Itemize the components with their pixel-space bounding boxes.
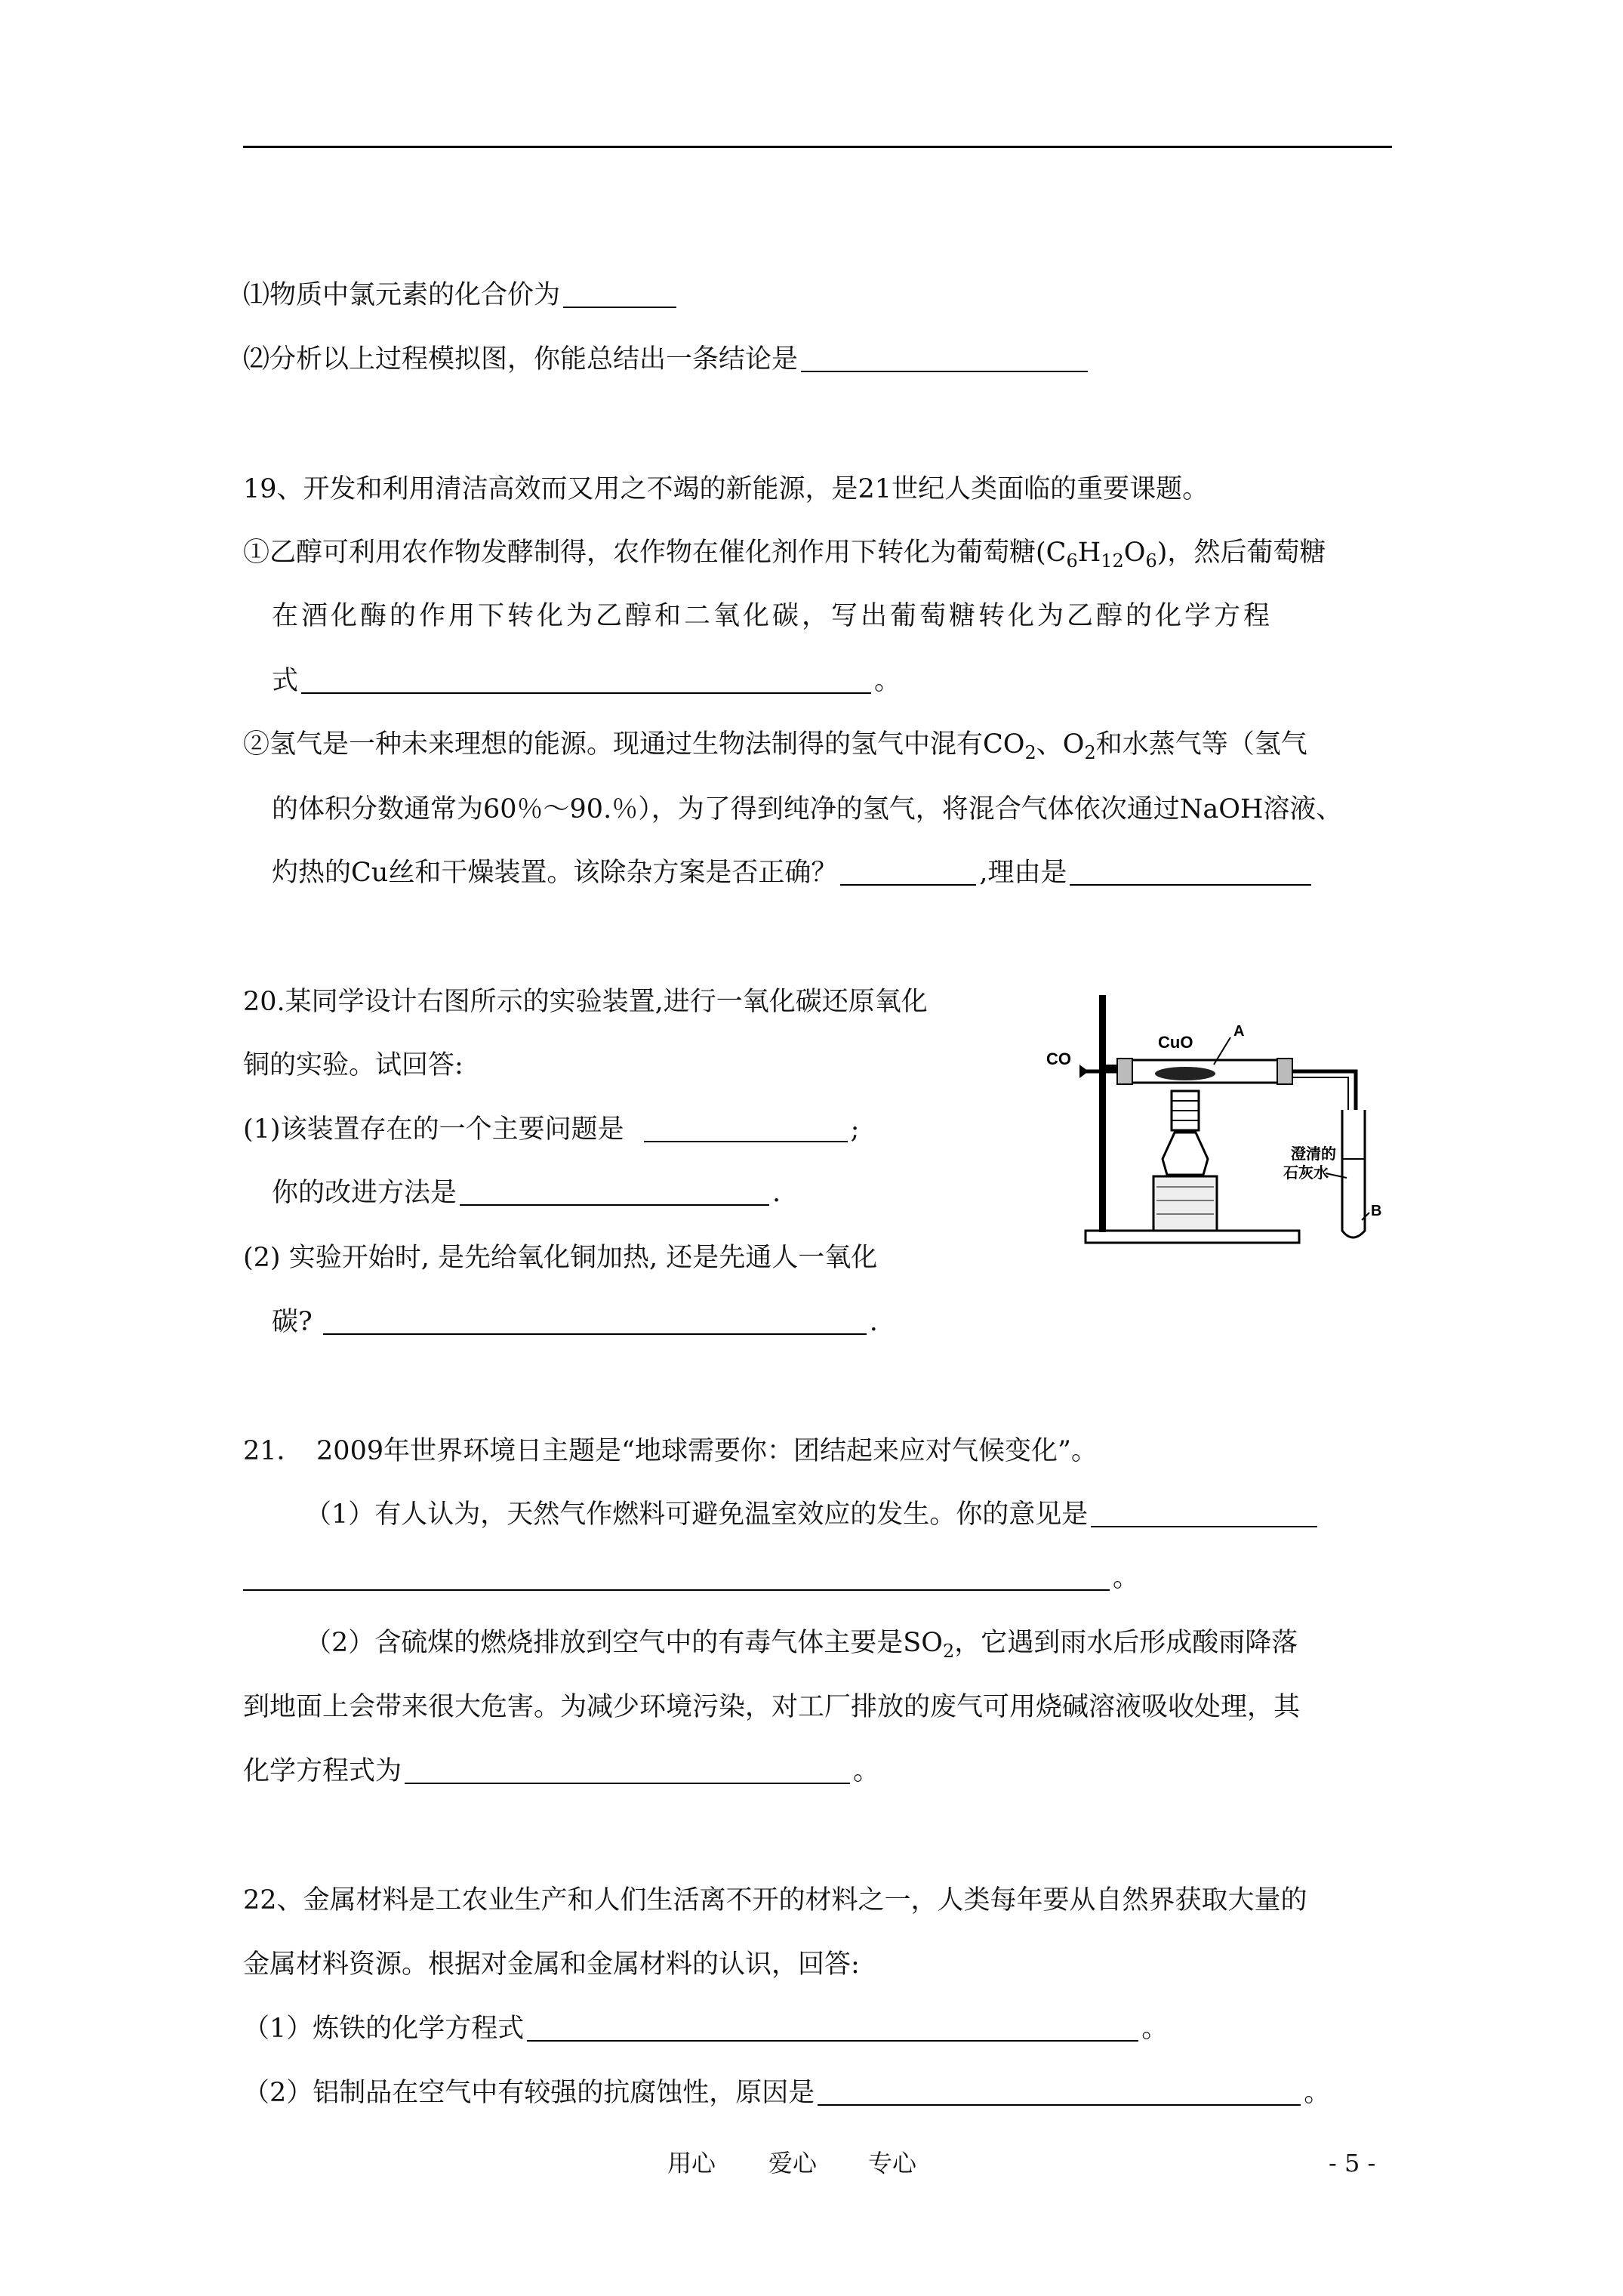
q19-reason-label: ,理由是 [979, 858, 1067, 888]
q19-title: 19、开发和利用清洁高效而又用之不竭的新能源，是21世纪人类面临的重要课题。 [243, 474, 1209, 504]
q21-opinion-blank-line2[interactable] [243, 1562, 1110, 1591]
q21-part2-line3-text: 化学方程式为 [243, 1756, 402, 1786]
q18-part2-text: ⑵分析以上过程模拟图，你能总结出一条结论是 [243, 344, 799, 374]
q18-part1-blank[interactable] [563, 279, 676, 308]
q21-part2-line1 [305, 1624, 1298, 1670]
q22-line1: 22、金属材料是工农业生产和人们生活离不开的材料之一，人类每年要从自然界获取大量的 [243, 1885, 1307, 1915]
q19-s1-line2: 在酒化酶的作用下转化为乙醇和二氧化碳，写出葡萄糖转化为乙醇的化学方程 [272, 601, 1273, 631]
alcohol-lamp [1163, 1133, 1208, 1175]
q20-line1: 20.某同学设计右图所示的实验装置,进行一氧化碳还原氧化 [243, 987, 928, 1017]
q19-s2-text-b: 和水蒸气等（氢气 [1095, 729, 1307, 760]
element-symbol: O [1123, 538, 1146, 568]
q19-s2-line1 [243, 726, 1307, 772]
q18-part1 [243, 276, 679, 314]
left-stopper [1117, 1059, 1132, 1084]
q20-line2: 铜的实验。试回答: [243, 1050, 463, 1080]
q20-part1-fix [272, 1174, 781, 1212]
q19-reason-blank[interactable] [1070, 857, 1311, 886]
label-lime-1: 澄清的 [1291, 1146, 1336, 1163]
label-b: B [1371, 1203, 1382, 1219]
semicolon: ; [850, 1114, 860, 1145]
page-number: - 5 - [1329, 2149, 1376, 2177]
co-reduction-apparatus-figure [1042, 989, 1393, 1262]
q21-part2-line2: 到地面上会带来很大危害。为减少环境污染，对工厂排放的废气可用烧碱溶液吸收处理，其 [243, 1692, 1301, 1722]
q19-equation-blank[interactable] [301, 665, 871, 694]
q19-s2-line3 [272, 854, 1314, 892]
q21-part1-text: （1）有人认为，天然气作燃料可避免温室效应的发生。你的意见是 [305, 1499, 1089, 1530]
subscript: 6 [1066, 550, 1078, 572]
period: 。 [1113, 1563, 1140, 1593]
q21-part2-text-b: ，它遇到雨水后形成酸雨降落 [954, 1628, 1298, 1658]
period: 。 [853, 1756, 880, 1786]
label-a: A [1233, 1023, 1245, 1040]
q22-reason-blank[interactable] [818, 2077, 1301, 2106]
subscript: 2 [1024, 742, 1036, 763]
q19-correct-blank[interactable] [840, 857, 976, 886]
footer-word-2: 爱心 [768, 2149, 818, 2177]
q19-s1-text-a: ①乙醇可利用农作物发酵制得，农作物在催化剂作用下转化为葡萄糖(C [243, 538, 1067, 568]
q20-order-blank[interactable] [323, 1306, 867, 1335]
q18-part1-text: ⑴物质中氯元素的化合价为 [243, 280, 561, 310]
element-symbol: H [1077, 538, 1101, 568]
q18-part2 [243, 341, 1091, 378]
q22-part2 [243, 2074, 1330, 2112]
q19-s1-line3-text: 式 [272, 666, 299, 696]
label-lime-2: 石灰水 [1283, 1165, 1329, 1182]
q20-fix-text: 你的改进方法是 [272, 1178, 457, 1208]
label-cuo: CuO [1158, 1033, 1193, 1052]
period: 。 [874, 666, 901, 696]
q20-part2-text: 碳? [272, 1307, 313, 1337]
q22-part1-text: （1）炼铁的化学方程式 [243, 2014, 525, 2044]
header-rule [243, 146, 1392, 148]
lamp-block [1153, 1176, 1217, 1231]
q19-s2-sep: 、O [1036, 729, 1085, 760]
q20-part1 [243, 1111, 859, 1148]
period: 。 [1304, 2078, 1331, 2108]
q19-s1-line3 [272, 662, 901, 700]
period: . [869, 1307, 878, 1337]
period: . [772, 1178, 781, 1208]
co-arrow-icon [1079, 1065, 1089, 1078]
q22-line2: 金属材料资源。根据对金属和金属材料的认识，回答: [243, 1949, 860, 1980]
subscript: 2 [1084, 742, 1096, 763]
q19-s1-line1 [243, 534, 1326, 580]
test-tube-b [1342, 1110, 1365, 1237]
cuo-powder [1155, 1067, 1215, 1080]
q20-part2-line2 [272, 1303, 878, 1341]
q19-s2-text-a: ②氢气是一种未来理想的能源。现通过生物法制得的氢气中混有CO [243, 729, 1025, 760]
q20-problem-blank[interactable] [644, 1114, 848, 1142]
stand-base [1086, 1231, 1299, 1243]
right-stopper [1277, 1059, 1292, 1084]
q22-ironmaking-blank[interactable] [527, 2013, 1138, 2042]
stand-pole [1099, 995, 1106, 1232]
q19-s2-line2: 的体积分数通常为60％～90.％），为了得到纯净的氢气，将混合气体依次通过NaOH溶液、 [272, 794, 1343, 824]
q21-part1-cont [243, 1559, 1139, 1597]
q20-part2-line1: (2) 实验开始时, 是先给氧化铜加热, 还是先通人一氧化 [243, 1243, 878, 1273]
subscript: 6 [1145, 550, 1157, 572]
q19-s1-text-b: )，然后葡萄糖 [1156, 538, 1326, 568]
q21-part2-text-a: （2）含硫煤的燃烧排放到空气中的有毒气体主要是SO [305, 1628, 943, 1658]
subscript: 12 [1101, 550, 1124, 572]
q21-opinion-blank[interactable] [1091, 1499, 1317, 1527]
footer-word-1: 用心 [667, 2149, 716, 2177]
q20-part1-text: (1)该装置存在的一个主要问题是 [243, 1114, 624, 1145]
footer-word-3: 专心 [868, 2149, 917, 2177]
q22-part2-text: （2）铝制品在空气中有较强的抗腐蚀性，原因是 [243, 2078, 815, 2108]
subscript: 2 [942, 1641, 955, 1662]
q21-title: 21． 2009年世界环境日主题是“地球需要你：团结起来应对气候变化”。 [243, 1436, 1098, 1466]
q19-s2-line3-text: 灼热的Cu丝和干燥装置。该除杂方案是否正确？ [272, 858, 838, 888]
period: 。 [1141, 2014, 1169, 2044]
q21-part2-line3 [243, 1752, 879, 1790]
q21-equation-blank[interactable] [405, 1755, 850, 1784]
q21-part1 [305, 1496, 1320, 1533]
q20-fix-blank[interactable] [460, 1177, 769, 1206]
q22-part1 [243, 2010, 1168, 2048]
label-co: CO [1046, 1049, 1071, 1068]
q18-part2-blank[interactable] [801, 344, 1088, 372]
